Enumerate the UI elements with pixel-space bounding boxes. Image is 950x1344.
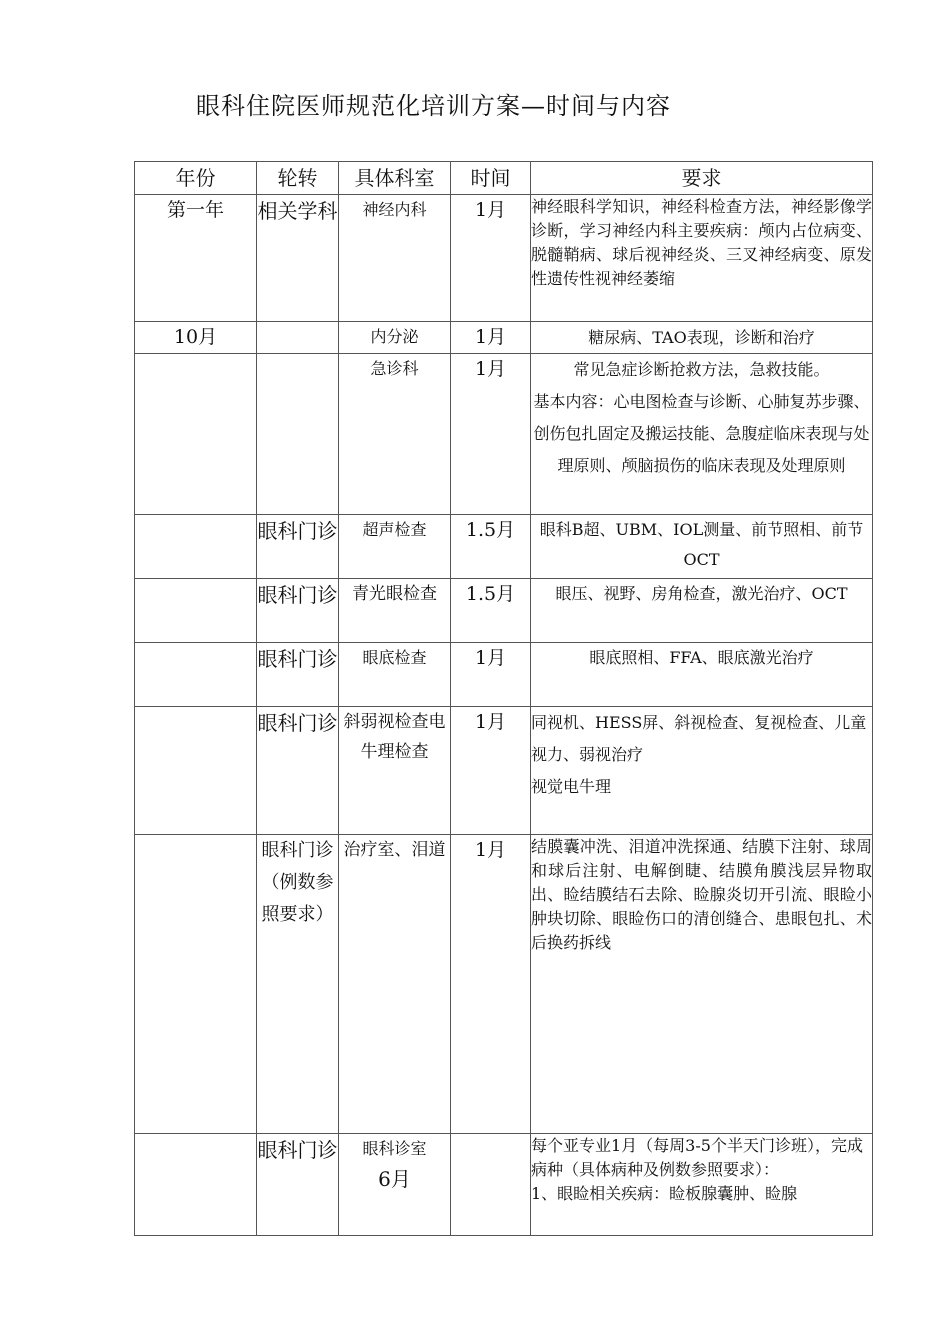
year-cell — [135, 579, 257, 643]
header-department: 具体科室 — [339, 162, 451, 195]
requirements-cell — [531, 1134, 873, 1236]
training-plan-table — [134, 161, 873, 1236]
requirements-cell: 眼压、视野、房角检查，激光治疗、OCT — [531, 579, 873, 643]
table-row — [135, 322, 873, 354]
rotation-cell — [257, 354, 339, 515]
year-cell — [135, 354, 257, 515]
department-cell: 内分泌 — [339, 322, 451, 354]
department-cell: 斜弱视检查电牛理检查 — [339, 707, 451, 835]
time-cell: 1月 — [451, 354, 531, 515]
rotation-cell: 相关学科 — [257, 195, 339, 322]
table-row — [135, 354, 873, 515]
time-cell — [451, 1134, 531, 1236]
header-year: 年份 — [135, 162, 257, 195]
table-row — [135, 195, 873, 322]
table-row — [135, 707, 873, 835]
year-cell — [135, 707, 257, 835]
year-cell: 10月 — [135, 322, 257, 354]
time-cell: 1月 — [451, 195, 531, 322]
year-cell — [135, 643, 257, 707]
year-cell: 第一年 — [135, 195, 257, 322]
table-row — [135, 579, 873, 643]
table-row — [135, 515, 873, 579]
rotation-cell: 眼科门诊（例数参照要求） — [257, 835, 339, 1134]
year-cell — [135, 1134, 257, 1236]
rotation-cell: 眼科门诊 — [257, 1134, 339, 1236]
department-cell: 治疗室、泪道 — [339, 835, 451, 1134]
table-row — [135, 643, 873, 707]
year-cell — [135, 515, 257, 579]
department-cell: 青光眼检查 — [339, 579, 451, 643]
department-cell — [339, 1134, 451, 1236]
time-value: 6月 — [378, 1167, 411, 1191]
requirements-line: 视觉电牛理 — [531, 777, 612, 796]
requirements-line: 1、眼睑相关疾病：睑板腺囊肿、睑腺 — [531, 1184, 798, 1203]
table-row — [135, 835, 873, 1134]
time-cell: 1月 — [451, 643, 531, 707]
department-cell: 急诊科 — [339, 354, 451, 515]
requirements-cell — [531, 354, 873, 515]
time-cell: 1月 — [451, 322, 531, 354]
rotation-cell — [257, 322, 339, 354]
department-cell: 超声检查 — [339, 515, 451, 579]
department-cell: 眼底检查 — [339, 643, 451, 707]
rotation-cell: 眼科门诊 — [257, 515, 339, 579]
time-cell: 1.5月 — [451, 579, 531, 643]
header-rotation: 轮转 — [257, 162, 339, 195]
rotation-cell: 眼科门诊 — [257, 707, 339, 835]
time-cell: 1月 — [451, 835, 531, 1134]
header-time: 时间 — [451, 162, 531, 195]
time-cell: 1月 — [451, 707, 531, 835]
requirements-cell: 眼底照相、FFA、眼底激光治疗 — [531, 643, 873, 707]
requirements-cell: 眼科B超、UBM、IOL测量、前节照相、前节OCT — [531, 515, 873, 579]
requirements-line: 同视机、HESS屏、斜视检查、复视检查、儿童视力、弱视治疗 — [531, 713, 867, 764]
requirements-cell: 结膜囊冲洗、泪道冲洗探通、结膜下注射、球周和球后注射、电解倒睫、结膜角膜浅层异物取出、睑结膜结石去除、睑腺炎切开引流、眼睑小肿块切除、眼睑伤口的清创缝合、患眼包扎、术后换药拆线 — [531, 835, 873, 1134]
time-cell: 1.5月 — [451, 515, 531, 579]
department-name: 眼科诊室 — [362, 1139, 427, 1158]
requirements-cell: 神经眼科学知识，神经科检查方法，神经影像学诊断，学习神经内科主要疾病：颅内占位病变、脱髓鞘病、球后视神经炎、三叉神经病变、原发性遗传性视神经萎缩 — [531, 195, 873, 322]
year-cell — [135, 835, 257, 1134]
table-header-row — [135, 162, 873, 195]
requirements-line: 基本内容：心电图检查与诊断、心肺复苏步骤、创伤包扎固定及搬运技能、急腹症临床表现与处理原则、颅脑损伤的临床表现及处理原则 — [533, 392, 870, 475]
requirements-line: 常见急症诊断抢救方法，急救技能。 — [573, 360, 830, 379]
requirements-line: 每个亚专业1月（每周3-5个半天门诊班），完成病种（具体病种及例数参照要求）： — [531, 1136, 863, 1179]
department-cell: 神经内科 — [339, 195, 451, 322]
rotation-cell: 眼科门诊 — [257, 643, 339, 707]
rotation-cell: 眼科门诊 — [257, 579, 339, 643]
header-requirements: 要求 — [531, 162, 873, 195]
table-row — [135, 1134, 873, 1236]
page-title: 眼科住院医师规范化培训方案—时间与内容 — [196, 92, 671, 120]
requirements-cell: 糖尿病、TAO表现，诊断和治疗 — [531, 322, 873, 354]
requirements-cell — [531, 707, 873, 835]
